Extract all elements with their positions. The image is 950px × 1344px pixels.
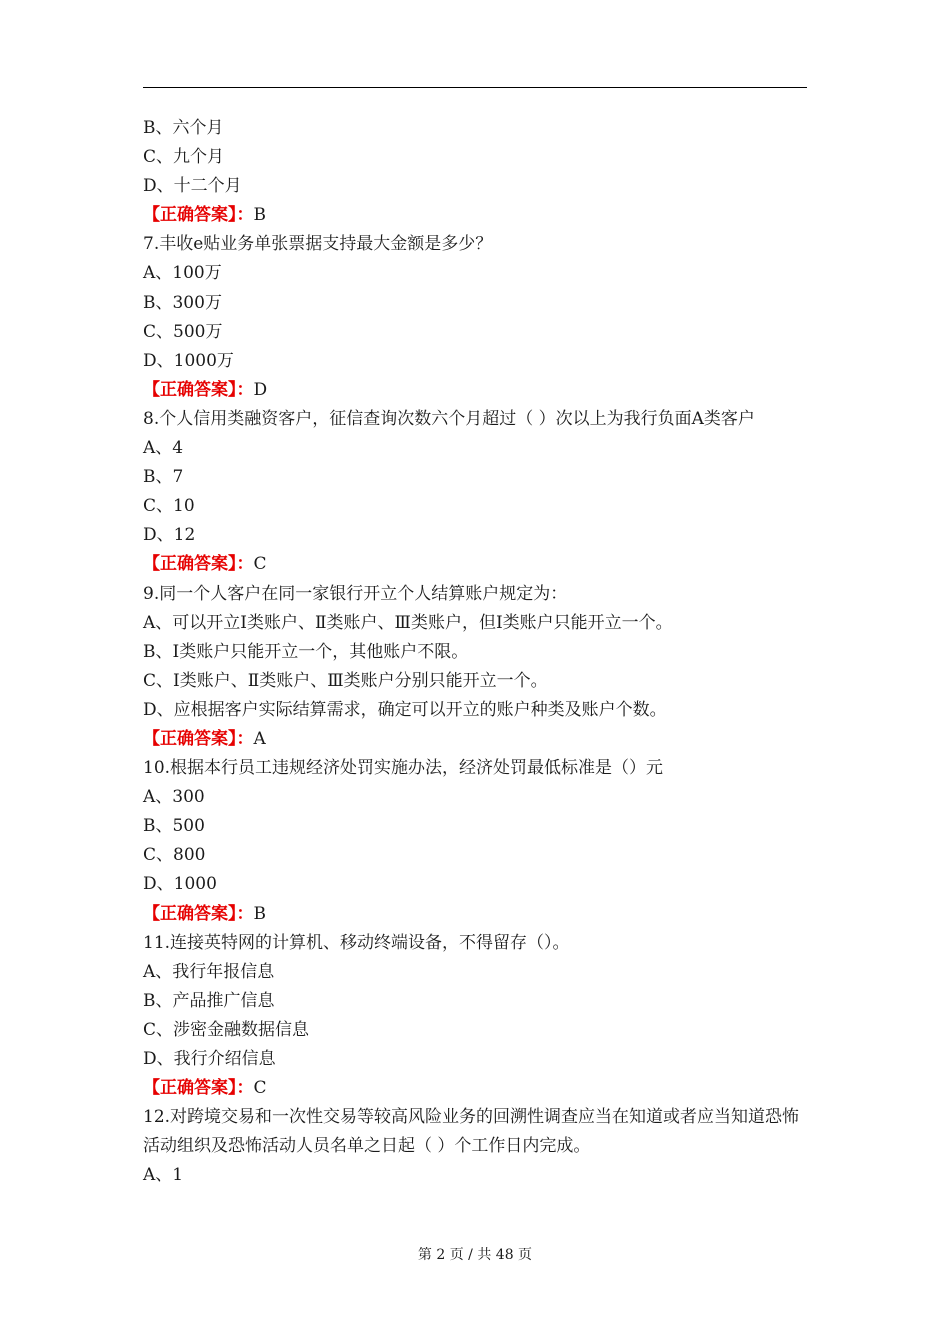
answer-label: 【正确答案】： — [143, 728, 254, 749]
answer-label: 【正确答案】： — [143, 379, 254, 400]
answer-label: 【正确答案】： — [143, 554, 254, 575]
answer-line — [143, 900, 813, 929]
question-text: 7.丰收e贴业务单张票据支持最大金额是多少？ — [143, 234, 493, 255]
question-text: 10.根据本行员工违规经济处罚实施办法，经济处罚最低标准是（）元 — [143, 758, 664, 779]
answer-line — [143, 376, 813, 405]
answer-line — [143, 725, 813, 754]
option-text: A、1 — [143, 1165, 184, 1186]
option-text: D、十二个月 — [143, 176, 242, 197]
option-text: C、Ⅰ类账户、Ⅱ类账户、Ⅲ类账户分别只能开立一个。 — [143, 670, 548, 691]
option-text: A、我行年报信息 — [143, 961, 275, 982]
option-text: B、产品推广信息 — [143, 990, 275, 1011]
option-text: A、可以开立Ⅰ类账户、Ⅱ类账户、Ⅲ类账户，但Ⅰ类账户只能开立一个。 — [143, 612, 673, 633]
option-text: B、300万 — [143, 292, 222, 313]
answer-value: B — [253, 205, 266, 226]
answer-line — [143, 1074, 813, 1103]
answer-label: 【正确答案】： — [143, 903, 254, 924]
question-text: 9.同一个人客户在同一家银行开立个人结算账户规定为： — [143, 583, 568, 604]
option-text: D、应根据客户实际结算需求，确定可以开立的账户种类及账户个数。 — [143, 699, 667, 720]
option-text: D、1000 — [143, 874, 217, 895]
option-text: B、500 — [143, 816, 205, 837]
answer-line — [143, 550, 813, 579]
header-rule — [143, 87, 807, 88]
answer-value: A — [253, 728, 266, 749]
page-content — [143, 114, 813, 1190]
answer-label: 【正确答案】： — [143, 1078, 254, 1099]
answer-value: C — [253, 554, 267, 575]
option-text: B、7 — [143, 467, 184, 488]
answer-label: 【正确答案】： — [143, 205, 254, 226]
answer-line — [143, 201, 813, 230]
option-text: C、800 — [143, 845, 206, 866]
page-footer: 第 2 页 / 共 48 页 — [417, 1247, 533, 1263]
option-text: D、12 — [143, 525, 196, 546]
option-text: D、1000万 — [143, 350, 234, 371]
question-text: 11.连接英特网的计算机、移动终端设备，不得留存（）。 — [143, 932, 570, 953]
option-text: D、我行介绍信息 — [143, 1049, 276, 1069]
answer-value: C — [253, 1078, 267, 1099]
answer-value: D — [253, 379, 268, 400]
option-text: A、300 — [143, 787, 205, 808]
option-text: B、Ⅰ类账户只能开立一个，其他账户不限。 — [143, 641, 469, 662]
question-text: 12.对跨境交易和一次性交易等较高风险业务的回溯性调查应当在知道或者应当知道恐怖活动组织及恐怖活动人员名单之日起（ ）个工作日内完成。 — [143, 1107, 800, 1157]
question-text: 8.个人信用类融资客户，征信查询次数六个月超过（ ）次以上为我行负面A类客户 — [143, 408, 755, 429]
option-text: B、六个月 — [143, 118, 224, 138]
option-text: C、九个月 — [143, 147, 225, 168]
option-text: A、100万 — [143, 263, 222, 284]
option-text: A、4 — [143, 438, 184, 459]
option-text: C、10 — [143, 496, 195, 517]
option-text: C、500万 — [143, 321, 223, 342]
answer-value: B — [253, 903, 266, 924]
option-text: C、涉密金融数据信息 — [143, 1019, 310, 1040]
